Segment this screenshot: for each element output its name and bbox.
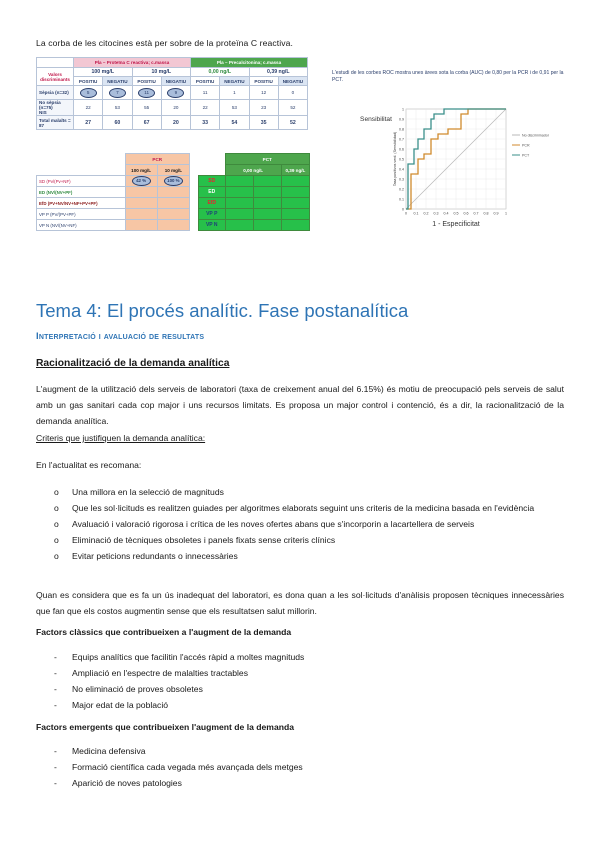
- legend-label: PCT: [522, 153, 530, 158]
- sub-label: POSITIU: [132, 77, 161, 86]
- x-tick-label: 0.3: [433, 211, 439, 216]
- list-item-text: Que les sol·licituds es realitzen guiades per algoritmes elaborats seguint uns criteris de la medicina basada en l'evidència: [72, 503, 535, 513]
- metric-cell: [281, 198, 309, 209]
- y-tick-label: 0.6: [399, 147, 404, 152]
- y-axis-label: Sensibilitat: [360, 116, 392, 123]
- metric-cell: [253, 187, 281, 198]
- x-tick-label: 0.2: [423, 211, 429, 216]
- pct-metrics-table: [198, 153, 310, 231]
- highlight-ellipse: 5: [80, 88, 97, 98]
- intro-line: La corba de les citocines està per sobre de la proteïna C reactiva.: [36, 38, 294, 48]
- list-item: [36, 743, 564, 759]
- pct-cut2: 0,39 ng/L: [281, 165, 309, 176]
- table-cell: 0: [278, 86, 307, 100]
- x-tick-label: 0.1: [413, 211, 419, 216]
- pct-header: PCT: [225, 154, 310, 165]
- pcr-cut1: 100 mg/L: [74, 68, 133, 77]
- y-tick-label: 0.2: [399, 187, 404, 192]
- y-tick-label: 0.5: [399, 157, 404, 162]
- table-cell: [74, 86, 103, 100]
- metric-cell: [125, 198, 157, 209]
- pct-cut2: 0,39 ng/L: [249, 68, 308, 77]
- list-item-text: Major edat de la població: [72, 700, 169, 710]
- dash-icon: -: [54, 668, 57, 678]
- list-item-text: Equips analítics que facilitin l'accés ràpid a moltes magnituds: [72, 652, 305, 662]
- sub-label: NEGATIU: [161, 77, 190, 86]
- highlight-ellipse: 42 %: [132, 176, 151, 186]
- table-cell: 22: [74, 100, 103, 116]
- pct-cut1: 0,00 ng/L: [225, 165, 281, 176]
- list-item-text: Una millora en la selecció de magnituds: [72, 487, 224, 497]
- dash-icon: -: [54, 684, 57, 694]
- table-cell: 12: [249, 86, 278, 100]
- x-tick-label: 0.4: [443, 211, 449, 216]
- blank-cell: [37, 154, 126, 165]
- metric-cell: [157, 198, 189, 209]
- bullet-icon: o: [54, 487, 59, 497]
- highlight-ellipse: 9: [167, 88, 184, 98]
- x-tick-label: 1: [505, 211, 507, 216]
- metric-label: ED (NV/(NV+PF): [37, 187, 126, 198]
- emergent-factors-list: [36, 743, 564, 791]
- recommend-intro: En l'actualitat es recomana:: [36, 460, 142, 470]
- highlight-ellipse: 7: [109, 88, 126, 98]
- list-item-text: Eliminació de tècniques obsoletes i panels fixats sense criteris clínics: [72, 535, 336, 545]
- pcr-header: PCR: [125, 154, 190, 165]
- paragraph-intro: L'augment de la utilització dels serveis de laboratori (taxa de creixement anual del 6.15%) és motiu de preocupació pels serveis de salut amb un gas sanitari cada cop major i uns recursos limitats. Es proposa un major control i contenció, és a dir, la racionalització de la demanda analítica.: [36, 384, 564, 426]
- paragraph-misuse: Quan es considera que es fa un ús inadequat del laboratori, es dona quan a les sol·licituds d'anàlisis proposen tècniques innecessàries que fan que els costos augmentin sense que els resultatsen salut millorin.: [36, 590, 564, 616]
- highlight-ellipse: 11: [138, 88, 155, 98]
- bullet-icon: o: [54, 519, 59, 529]
- section-heading: Interpretació i avaluació de resultats: [36, 331, 205, 342]
- metric-cell: [157, 220, 189, 231]
- table-cell: 27: [74, 116, 103, 130]
- list-item: [36, 681, 564, 697]
- table-cell: 54: [220, 116, 249, 130]
- list-item: [36, 665, 564, 681]
- x-tick-label: 0.7: [473, 211, 479, 216]
- pct-cut1: 0,00 ng/L: [191, 68, 250, 77]
- blank-cell: [37, 165, 126, 176]
- metric-cell: [281, 176, 309, 187]
- metric-label: EfD: [199, 198, 226, 209]
- list-item-text: Ampliació en l'espectre de malalties tractables: [72, 668, 248, 678]
- table-cell: 52: [278, 100, 307, 116]
- metric-label: EfD (PV+NV/NV+NF+PV+PF): [37, 198, 126, 209]
- list-item: [36, 532, 564, 548]
- table-cell: 11: [191, 86, 220, 100]
- row-label: Total malalts = 87: [37, 116, 74, 130]
- page-title: Tema 4: El procés analític. Fase postanalítica: [36, 300, 409, 321]
- dash-icon: -: [54, 652, 57, 662]
- list-item-text: Avaluació i valoració rigorosa i crítica de les noves ofertes abans que s'incorporin a lacartellera de serveis: [72, 519, 475, 529]
- metric-label: ED: [199, 187, 226, 198]
- list-item-text: Evitar peticions redundants o innecessàries: [72, 551, 238, 561]
- list-item: [36, 548, 564, 564]
- x-tick-label: 0.5: [453, 211, 459, 216]
- highlight-ellipse: 100 %: [164, 176, 183, 186]
- metric-cell: [225, 209, 253, 220]
- list-item: [36, 759, 564, 775]
- metric-cell: [281, 187, 309, 198]
- table-cell: [103, 86, 132, 100]
- contingency-table: [36, 57, 308, 130]
- y-tick-label: 0.1: [399, 197, 404, 202]
- list-item: [36, 697, 564, 713]
- metric-cell: [125, 187, 157, 198]
- table-cell: [161, 86, 190, 100]
- criteria-label: Criteris que justifiquen la demanda analítica:: [36, 433, 206, 443]
- row-label-sub: NIS: [39, 110, 47, 115]
- metric-cell: [125, 209, 157, 220]
- roc-caption: L'estudi de les corbes ROC mostra unes àrees sota la corba (AUC) de 0,80 per la PCR i de 0,91 per la PCT.: [332, 70, 564, 84]
- roc-legend: [512, 133, 550, 157]
- table-cell: 35: [249, 116, 278, 130]
- classic-factors-label: Factors clàssics que contribueixen a l'augment de la demanda: [36, 627, 292, 637]
- table-cell: 22: [191, 100, 220, 116]
- figure-image: [36, 57, 566, 235]
- table-cell: 1: [220, 86, 249, 100]
- table-cell: 33: [191, 116, 220, 130]
- metric-label: VP N: [199, 220, 226, 231]
- table-cell: 52: [278, 116, 307, 130]
- list-item-text: No eliminació de proves obsoletes: [72, 684, 203, 694]
- pcr-cut2: 10 mg/L: [157, 165, 189, 176]
- x-axis-label: 1 - Especificitat: [432, 221, 480, 228]
- table-cell: [132, 86, 161, 100]
- metric-label: VP N (NV/(NV+NF): [37, 220, 126, 231]
- metric-label: VP P (PV/(PV+PF): [37, 209, 126, 220]
- row-label-main: No sèpsia (n=75): [39, 100, 61, 110]
- list-item: [36, 649, 564, 665]
- metric-cell: [281, 220, 309, 231]
- metric-cell: [125, 220, 157, 231]
- sub-label: NEGATIU: [220, 77, 249, 86]
- x-tick-label: 0.6: [463, 211, 469, 216]
- metric-cell: [253, 198, 281, 209]
- table-cell: 20: [161, 116, 190, 130]
- classic-factors-list: [36, 649, 564, 713]
- metric-cell: [125, 176, 157, 187]
- metric-cell: [253, 209, 281, 220]
- subsection-heading: Racionalització de la demanda analítica: [36, 358, 230, 369]
- metric-cell: [157, 209, 189, 220]
- metric-cell: [157, 176, 189, 187]
- blank-cell: [199, 165, 226, 176]
- roc-chart: [310, 95, 566, 235]
- list-item: [36, 516, 564, 532]
- pcr-metrics-table: [36, 153, 190, 231]
- x-tick-label: 0.8: [483, 211, 489, 216]
- table-cell: 23: [249, 100, 278, 116]
- list-item: [36, 484, 564, 500]
- metric-cell: [225, 187, 253, 198]
- legend-label: No discriminador: [522, 133, 549, 138]
- sub-label: NEGATIU: [278, 77, 307, 86]
- legend-label: PCR: [522, 143, 530, 148]
- blank-cell: [199, 154, 226, 165]
- dash-icon: -: [54, 700, 57, 710]
- bullet-icon: o: [54, 551, 59, 561]
- x-tick-label: 0: [405, 211, 407, 216]
- row-label: Sèpsia (n=32): [37, 86, 74, 100]
- table-cell: 55: [132, 100, 161, 116]
- dash-icon: -: [54, 762, 57, 772]
- metric-cell: [225, 220, 253, 231]
- metric-label: VP P: [199, 209, 226, 220]
- y-tick-label: 0.3: [399, 177, 404, 182]
- table-cell: 53: [220, 100, 249, 116]
- metric-cell: [281, 209, 309, 220]
- table-cell: 20: [161, 100, 190, 116]
- list-item-text: Medicina defensiva: [72, 746, 146, 756]
- table-cell: 60: [103, 116, 132, 130]
- dash-icon: -: [54, 746, 57, 756]
- metric-cell: [253, 176, 281, 187]
- table-cell: 53: [103, 100, 132, 116]
- list-item: [36, 775, 564, 791]
- group-header-pct: Pla – Precalcitonina; c.massa: [191, 58, 308, 68]
- bullet-icon: o: [54, 535, 59, 545]
- sub-label: POSITIU: [74, 77, 103, 86]
- valors-label: Valors discriminants: [37, 68, 74, 86]
- recommendations-list: [36, 484, 564, 564]
- metric-cell: [253, 220, 281, 231]
- y-tick-label: 0.8: [399, 127, 404, 132]
- y-tick-label: 0.9: [399, 117, 404, 122]
- metric-cell: [157, 187, 189, 198]
- y-axis-inner-label: Tasa positivos verd. (Sensibilidad): [393, 131, 397, 187]
- bullet-icon: o: [54, 503, 59, 513]
- list-item-text: Formació científica cada vegada més avançada dels metges: [72, 762, 303, 772]
- metric-cell: [225, 176, 253, 187]
- metric-label: SD: [199, 176, 226, 187]
- y-tick-label: 0.7: [399, 137, 404, 142]
- group-header-pcr: Pla – Proteïna C reactiva; c.massa: [74, 58, 191, 68]
- dash-icon: -: [54, 778, 57, 788]
- sub-label: NEGATIU: [103, 77, 132, 86]
- list-item: [36, 500, 564, 516]
- y-tick-label: 0: [402, 207, 404, 212]
- metric-cell: [225, 198, 253, 209]
- y-tick-label: 0.4: [399, 167, 404, 172]
- sub-label: POSITIU: [249, 77, 278, 86]
- y-tick-label: 1: [402, 107, 404, 112]
- table-corner: [37, 58, 74, 68]
- sub-label: POSITIU: [191, 77, 220, 86]
- x-tick-label: 0.9: [493, 211, 499, 216]
- pcr-cut2: 10 mg/L: [132, 68, 191, 77]
- table-cell: 67: [132, 116, 161, 130]
- pcr-cut1: 100 mg/L: [125, 165, 157, 176]
- list-item-text: Aparició de noves patologies: [72, 778, 182, 788]
- metric-label: SD (Pv/(Pv+NF): [37, 176, 126, 187]
- row-label: [37, 100, 74, 116]
- emergent-factors-label: Factors emergents que contribueixen l'augment de la demanda: [36, 722, 295, 732]
